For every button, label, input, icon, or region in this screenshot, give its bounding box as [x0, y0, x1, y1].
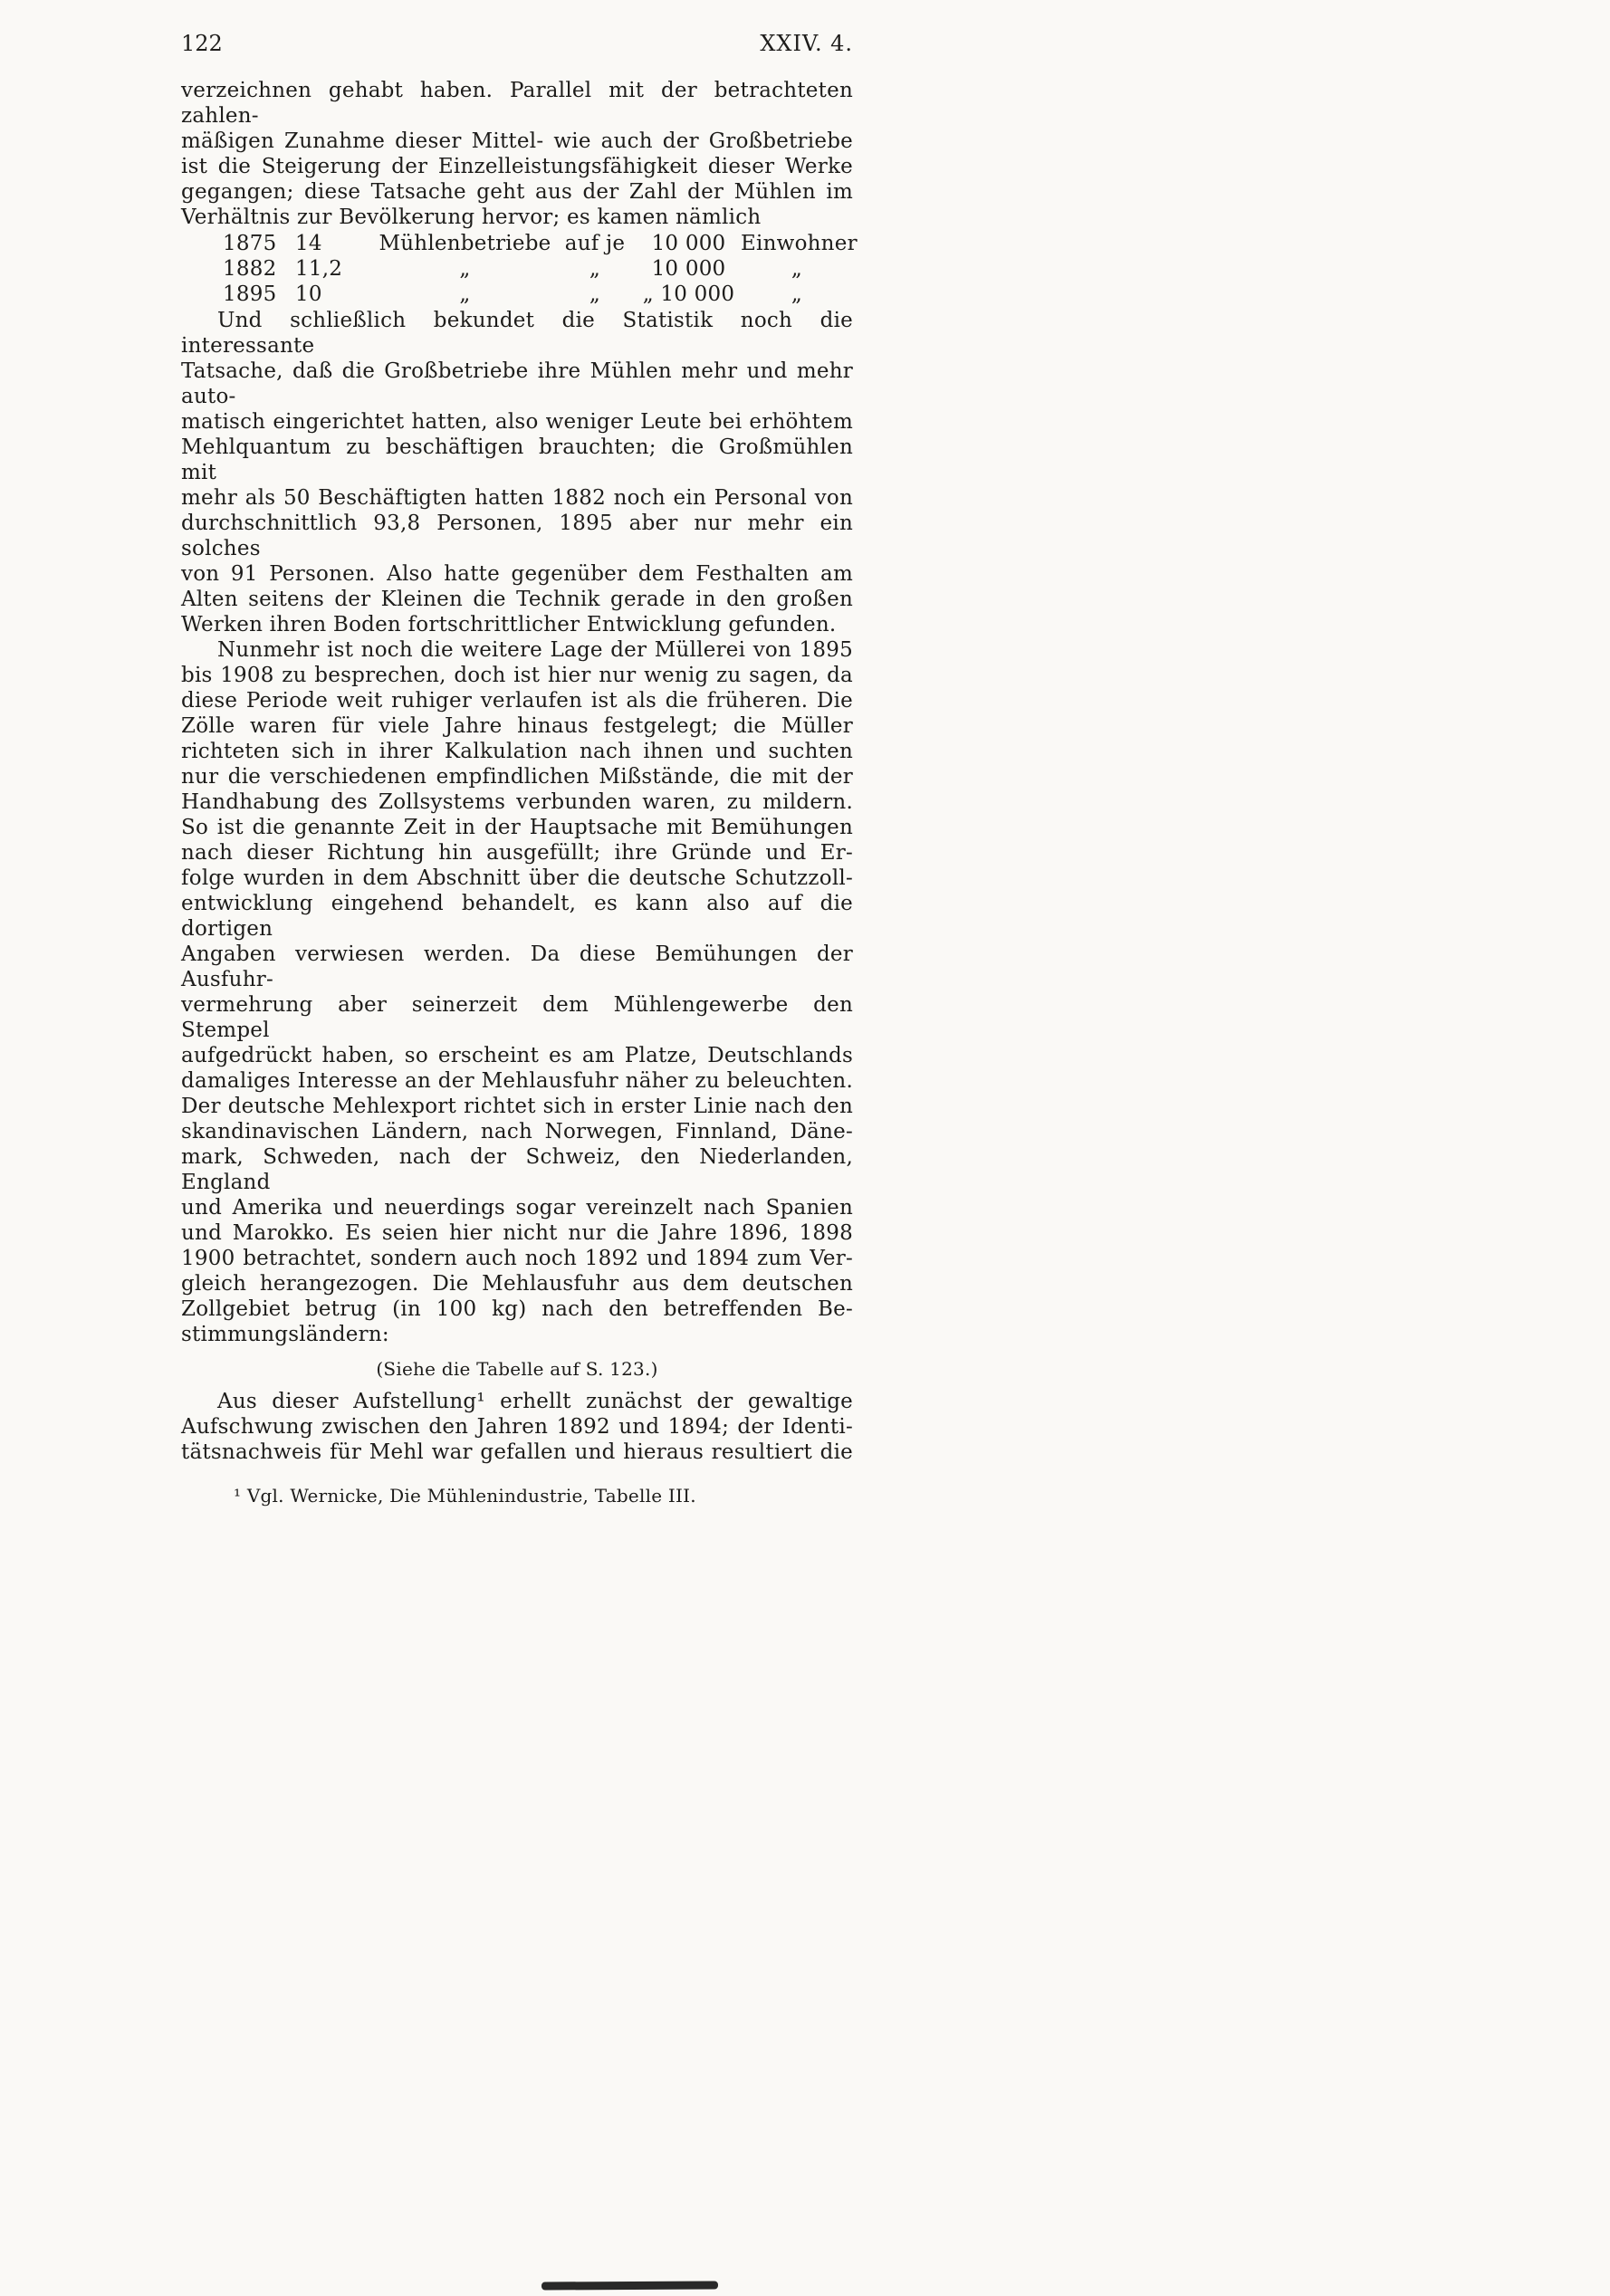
paragraph — [181, 1389, 853, 1465]
text-line: Tatsache, daß die Großbetriebe ihre Mühlen mehr und mehr auto- — [181, 359, 853, 408]
table-cell: auf je — [564, 232, 626, 255]
text-line: verzeichnen gehabt haben. Parallel mit der betrachteten zahlen- — [181, 79, 853, 128]
table-cell: 10 000 — [651, 257, 726, 281]
text-line: gleich herangezogen. Die Mehlausfuhr aus dem deutschen — [181, 1272, 853, 1296]
text-line: mark, Schweden, nach der Schweiz, den Niederlanden, England — [181, 1145, 853, 1194]
page-header — [181, 31, 853, 56]
table-cell: 10 000 — [651, 232, 726, 255]
table-row — [181, 282, 853, 307]
text-line: 1900 betrachtet, sondern auch noch 1892 und 1894 zum Ver- — [181, 1247, 853, 1270]
table-cell: 1875 — [223, 232, 277, 255]
text-line: entwicklung eingehend behandelt, es kann also auf die dortigen — [181, 892, 853, 941]
text-line: nur die verschiedenen empfindlichen Mißstände, die mit der — [181, 765, 853, 789]
text-line: Handhabung des Zollsystems verbunden waren, zu mildern. — [181, 790, 853, 814]
text-line: und Marokko. Es seien hier nicht nur die Jahre 1896, 1898 — [181, 1221, 853, 1245]
table-cell: 1895 — [223, 282, 277, 306]
text-line: Aus dieser Aufstellung¹ erhellt zunächst der gewaltige — [217, 1390, 853, 1413]
text-line: nach dieser Richtung hin ausgefüllt; ihre Gründe und Er- — [181, 841, 853, 865]
text-line: diese Periode weit ruhiger verlaufen ist als die früheren. Die — [181, 689, 853, 713]
table-cell: „ — [791, 282, 803, 306]
table-cell: Einwohner — [741, 232, 858, 255]
text-line: Zollgebiet betrug (in 100 kg) nach den betreffenden Be- — [181, 1297, 853, 1321]
table-cell: 14 — [295, 232, 322, 255]
text-line: und Amerika und neuerdings sogar vereinzelt nach Spanien — [181, 1196, 853, 1220]
table-cell: 10 — [295, 282, 322, 306]
footnote: ¹ Vgl. Wernicke, Die Mühlenindustrie, Tabelle III. — [234, 1485, 696, 1507]
section-number: XXIV. 4. — [760, 31, 853, 56]
text-line: Angaben verwiesen werden. Da diese Bemühungen der Ausfuhr- — [181, 942, 853, 991]
text-line: gegangen; diese Tatsache geht aus der Zahl der Mühlen im — [181, 180, 853, 204]
scan-artifact — [541, 2281, 718, 2290]
table-cell: 11,2 — [295, 257, 343, 281]
text-line: matisch eingerichtet hatten, also weniger Leute bei erhöhtem — [181, 410, 853, 434]
text-line: richteten sich in ihrer Kalkulation nach ihnen und suchten — [181, 740, 853, 763]
text-line: Nunmehr ist noch die weitere Lage der Müllerei von 1895 — [217, 638, 853, 662]
text-line: vermehrung aber seinerzeit dem Mühlengewerbe den Stempel — [181, 993, 853, 1042]
text-line: tätsnachweis für Mehl war gefallen und hieraus resultiert die — [181, 1440, 853, 1464]
text-line: folge wurden in dem Abschnitt über die deutsche Schutzzoll- — [181, 866, 853, 890]
text-line: Der deutsche Mehlexport richtet sich in erster Linie nach den — [181, 1095, 853, 1118]
text-line: mäßigen Zunahme dieser Mittel- wie auch der Großbetriebe — [181, 129, 853, 153]
text-line: mehr als 50 Beschäftigten hatten 1882 noch ein Personal von — [181, 486, 853, 510]
table-row — [181, 256, 853, 282]
table-cell: „ 10 000 — [642, 282, 735, 306]
text-line: ist die Steigerung der Einzelleistungsfähigkeit dieser Werke — [181, 155, 853, 178]
text-line: Zölle waren für viele Jahre hinaus festgelegt; die Müller — [181, 714, 853, 738]
text-line: So ist die genannte Zeit in der Hauptsache mit Bemühungen — [181, 816, 853, 839]
text-line: damaliges Interesse an der Mehlausfuhr näher zu beleuchten. — [181, 1069, 853, 1093]
text-line: Werken ihren Boden fortschrittlicher Entwicklung gefunden. — [181, 613, 837, 636]
table-cell: Mühlenbetriebe — [379, 232, 551, 255]
table-cell: „ — [459, 282, 471, 306]
text-line: Aufschwung zwischen den Jahren 1892 und 1894; der Identi- — [181, 1415, 853, 1439]
text-line: skandinavischen Ländern, nach Norwegen, Finnland, Däne- — [181, 1120, 853, 1143]
mill-stats-table — [181, 231, 858, 307]
text-line: stimmungsländern: — [181, 1323, 389, 1346]
text-line: Alten seitens der Kleinen die Technik gerade in den großen — [181, 588, 853, 611]
paragraph — [181, 308, 853, 637]
table-cell: 1882 — [223, 257, 277, 281]
text-line: Verhältnis zur Bevölkerung hervor; es kamen nämlich — [181, 206, 762, 229]
text-line: durchschnittlich 93,8 Personen, 1895 aber nur mehr ein solches — [181, 512, 853, 560]
table-cell: „ — [589, 282, 601, 306]
table-cell: „ — [791, 257, 803, 281]
text-line: bis 1908 zu besprechen, doch ist hier nur wenig zu sagen, da — [181, 664, 853, 687]
paragraph — [181, 637, 853, 1347]
text-line: Mehlquantum zu beschäftigen brauchten; die Großmühlen mit — [181, 435, 853, 484]
paragraph — [181, 78, 853, 230]
table-note: (Siehe die Tabelle auf S. 123.) — [376, 1358, 658, 1380]
text-block — [181, 78, 858, 1508]
text-line: aufgedrückt haben, so erscheint es am Platze, Deutschlands — [181, 1044, 853, 1067]
text-line: Und schließlich bekundet die Statistik noch die interessante — [181, 309, 853, 358]
table-cell: „ — [589, 257, 601, 281]
table-row — [181, 231, 858, 256]
page-number: 122 — [181, 31, 223, 56]
text-line: von 91 Personen. Also hatte gegenüber dem Festhalten am — [181, 562, 853, 586]
table-cell: „ — [459, 257, 471, 281]
